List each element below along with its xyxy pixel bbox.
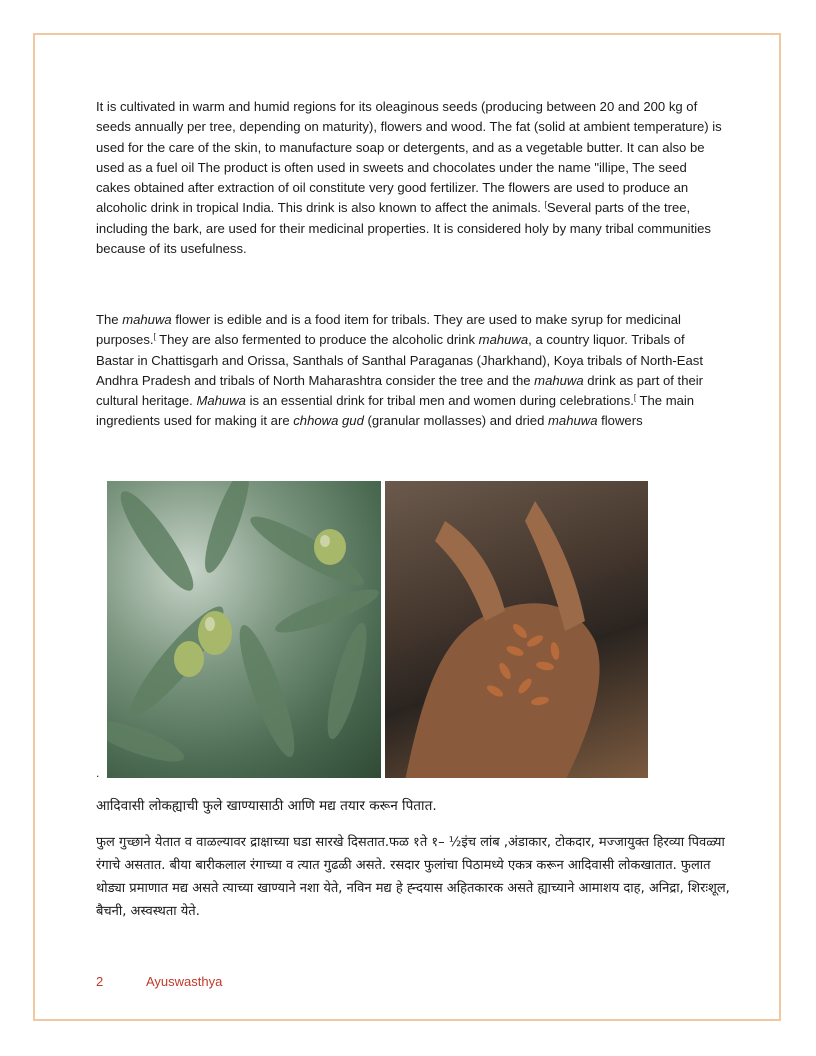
text-run: , a country liquor. Tribals of Bastar in Chattisgarh and Orissa, Santhals of Santhal Paraganas (Jharkhand), Koya tribals of North-East Andhra Pradesh and tribals of North Maharashtra consider the tree and the <box>96 332 703 388</box>
reference-marker: [ <box>544 200 547 210</box>
text-run: They are also fermented to produce the alcoholic drink <box>155 332 479 348</box>
paragraph-cultivation <box>96 97 722 259</box>
footer-title: Ayuswasthya <box>146 974 223 989</box>
image-row <box>107 481 648 778</box>
text-run: The <box>96 312 123 327</box>
italic-term: mahuwa <box>122 312 172 327</box>
text-run: flowers <box>597 413 643 429</box>
marathi-caption <box>96 796 736 816</box>
marathi-caption-text: आदिवासी लोकह्याची फुले खाण्यासाठी आणि मद्य तयार करून पितात. <box>96 798 437 814</box>
stray-period: . <box>96 766 100 780</box>
paragraph1-text-b: Several parts of the tree, including the bark, are used for their medicinal properties. It is considered holy by many tribal communities because of its usefulness. <box>96 200 711 257</box>
paragraph1-text-a: It is cultivated in warm and humid regions for its oleaginous seeds (producing between 20 and 200 kg of seeds annually per tree, depending on maturity), flowers and wood. The fat (solid at ambient temperature) is used for the care of the skin, to manufacture soap or detergents, and as a vegetable butter. It can also be used as a fuel oil The product is often used in sweets and chocolates under the name "illipe, The seed cakes obtained after extraction of oil constitute very good fertilizer. The flowers are used to produce an alcoholic drink in tropical India. This drink is also known to affect the animals. <box>96 99 722 216</box>
text-run: is an essential drink for tribal men and women during celebrations. <box>245 393 634 409</box>
text-run: drink as part of their cultural heritage. <box>96 372 704 409</box>
paragraph-mahuwa-flower <box>96 310 722 432</box>
italic-term: mahuwa <box>478 332 529 348</box>
leaves-illustration <box>107 481 381 778</box>
italic-term: Mahuwa <box>196 393 246 409</box>
marathi-paragraph <box>96 831 736 923</box>
italic-term: mahuwa <box>534 372 584 388</box>
text-run: (granular mollasses) and dried <box>363 413 548 429</box>
mahuwa-fruit-photo <box>107 481 381 778</box>
dried-mahuwa-flowers-photo <box>385 481 648 778</box>
page-footer <box>96 974 222 989</box>
reference-marker: [ <box>633 393 637 403</box>
italic-term: chhowa gud <box>293 413 364 429</box>
text-run: flower is edible and is a food item for tribals. They are used to make syrup for medicinal purposes. <box>96 312 681 348</box>
marathi-paragraph-text: फुल गुच्छाने येतात व वाळल्यावर द्राक्षाच्या घडा सारखे दिसतात.फळ १ते १– ½इंच लांब ,अंडाकार, टोकदार, मज्जायुक्त हिरव्या पिवळ्या रंगाचे असतात. बीया बारीकलाल रंगाच्या व त्यात गुढळी असते. रसदार फुलांचा पिठामध्ये एकत्र करून आदिवासी लोकखातात. फुलात थोड्या प्रमाणात मद्य असते त्याच्या खाण्याने नशा येते, नविन मद्य हे ह्न्दयास अहितकारक असते ह्याच्याने आमाशय दाह, अनिद्रा, शिरःशूल, बैचनी, अस्वस्थता येते. <box>96 835 730 919</box>
reference-marker: [ <box>153 332 156 342</box>
italic-term: mahuwa <box>548 413 598 429</box>
hands-illustration <box>385 481 648 778</box>
text-run: The main ingredients used for making it are <box>96 393 695 429</box>
page-number: 2 <box>96 974 104 989</box>
